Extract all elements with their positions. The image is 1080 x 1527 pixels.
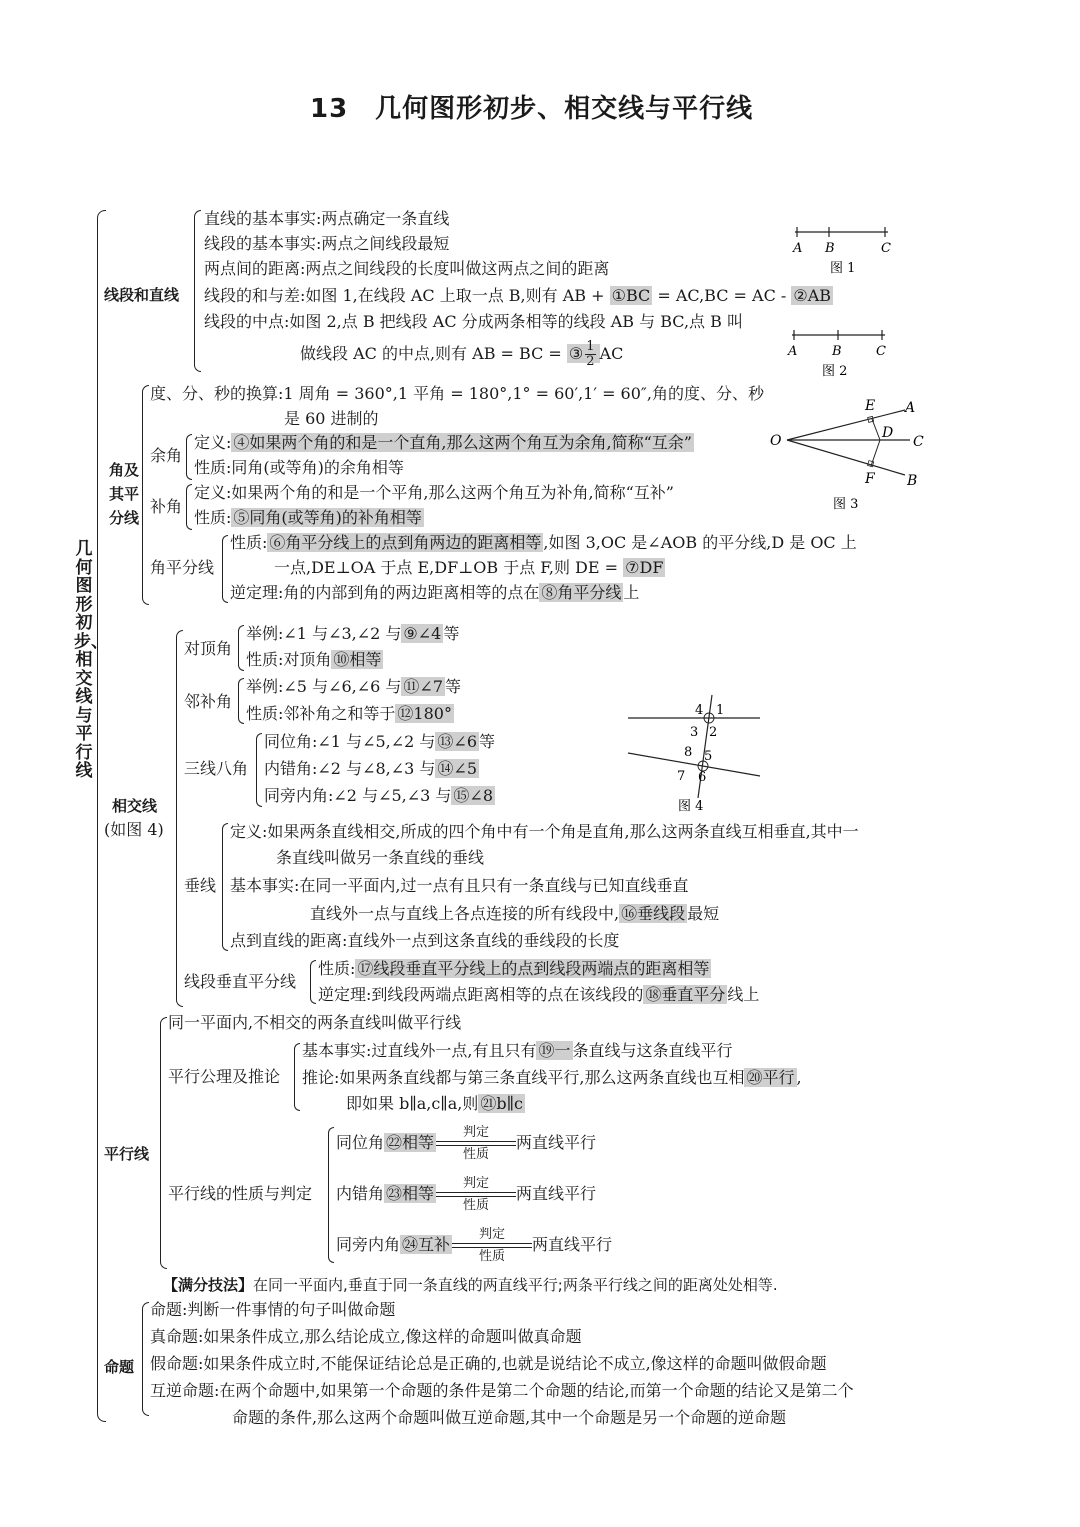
- row2-result: 两直线平行: [516, 1184, 597, 1203]
- bis-prop2-text: 一点,DE⊥OA 于点 E,DF⊥OB 于点 F,则 DE =: [274, 558, 624, 577]
- figure-1: [785, 222, 905, 282]
- aa-prop-text: 性质:邻补角之和等于: [246, 704, 396, 723]
- fig2-caption: 图 2: [822, 364, 848, 379]
- complementary-def: [194, 431, 694, 455]
- sec1-line6: [300, 340, 623, 369]
- judge-prop-arrow-3: [452, 1227, 532, 1264]
- section-label-parallel: 平行线: [104, 1145, 150, 1163]
- aa-ex-text: 举例:∠5 与∠6,∠6 与: [246, 677, 402, 696]
- fig1-label-a: A: [793, 241, 803, 256]
- fig4-n4: 4: [695, 703, 704, 718]
- tip-label: 【满分技法】: [163, 1276, 254, 1294]
- pb-conv-text: 逆定理:到线段两端点距离相等的点在该线段的: [318, 985, 644, 1004]
- prop-line2: 真命题:如果条件成立,那么结论成立,像这样的命题叫做真命题: [150, 1327, 582, 1346]
- answer-24: ㉔互补: [402, 1235, 451, 1254]
- parallel-axiom-label: 平行公理及推论: [168, 1067, 281, 1086]
- prop-line1: 命题:判断一件事情的句子叫做命题: [150, 1300, 396, 1319]
- perp-bisector-brace: [310, 960, 316, 1004]
- fig1-caption: 图 1: [830, 261, 856, 276]
- arrow1-judge: 判定: [463, 1125, 490, 1140]
- arrow2-prop: 性质: [463, 1198, 490, 1213]
- parallel-axiom-corollary: [302, 1066, 802, 1090]
- va-ex-text: 举例:∠1 与∠3,∠2 与: [246, 624, 402, 643]
- answer-1: ①BC: [611, 286, 651, 305]
- answer-21: ㉑b∥c: [480, 1094, 523, 1113]
- answer-14: ⑭∠5: [437, 759, 478, 778]
- section-label-propositions: 命题: [104, 1358, 135, 1376]
- pf2-text: 直线外一点与直线上各点连接的所有线段中,: [310, 904, 620, 923]
- answer-5: ⑤同角(或等角)的补角相等: [233, 508, 422, 527]
- answer-22: ㉒相等: [386, 1133, 435, 1152]
- three-lines-brace: [256, 733, 262, 807]
- sec1-line4: [204, 284, 833, 308]
- fig2-label-c: C: [876, 344, 886, 359]
- alternate-angles: [264, 757, 479, 781]
- root-brace: [97, 210, 106, 1422]
- answer-3: [567, 339, 600, 369]
- corresponding-angles: [264, 730, 495, 754]
- sec1-line4-text2: = AC,BC = AC -: [652, 286, 792, 305]
- supplementary-brace: [186, 484, 192, 530]
- figure-3: [765, 390, 935, 520]
- tip-text: 在同一平面内,垂直于同一条直线的两直线平行;两条平行线之间的距离处处相等.: [253, 1276, 778, 1294]
- perpendicular-label: 垂线: [184, 876, 217, 895]
- adjacent-angles-brace: [238, 678, 244, 724]
- supplementary-prop: [194, 506, 424, 530]
- pa-fact-text: 基本事实:过直线外一点,有且只有: [302, 1041, 537, 1060]
- fig3-label-d: D: [882, 425, 894, 441]
- fig2-label-b: B: [832, 344, 842, 359]
- ca-tail: 等: [479, 732, 496, 751]
- section-label-segments: 线段和直线: [104, 286, 180, 304]
- row2-label: 内错角: [336, 1184, 385, 1203]
- complementary-brace: [186, 434, 192, 480]
- answer-10: ⑩相等: [333, 650, 382, 669]
- parallel-axiom-fact: [302, 1039, 733, 1063]
- co-interior-angles: [264, 784, 495, 808]
- fig3-label-f: F: [865, 471, 875, 487]
- prop-line3: 假命题:如果条件成立时,不能保证结论总是正确的,也就是说结论不成立,像这样的命题叫做假命题: [150, 1354, 827, 1373]
- perpendicular-def-2: 条直线叫做另一条直线的垂线: [276, 848, 485, 867]
- sec3-brace: [176, 630, 183, 1007]
- answer-19: ⑲一: [538, 1041, 571, 1060]
- fig2-label-a: A: [788, 344, 798, 359]
- answer-4: ④如果两个角的和是一个直角,那么这两个角互为余角,简称“互余”: [233, 433, 692, 452]
- bisector-converse: [230, 581, 639, 605]
- perp-bisector-converse: [318, 983, 759, 1007]
- sec1-line4-text: 线段的和与差:如图 1,在线段 AC 上取一点 B,则有 AB +: [204, 286, 610, 305]
- sec2-line1: 度、分、秒的换算:1 周角 = 360°,1 平角 = 180°,1° = 60′,1′ = 60″,角的度、分、秒: [150, 384, 764, 403]
- sec1-line5: 线段的中点:如图 2,点 B 把线段 AC 分成两条相等的线段 AB 与 BC,点 B 叫: [204, 312, 743, 331]
- pa-cor-text: 推论:如果两条直线都与第三条直线平行,那么这两条直线也互相: [302, 1068, 745, 1087]
- fig3-caption: 图 3: [833, 497, 859, 512]
- sec1-line6-text: 做线段 AC 的中点,则有 AB = BC =: [300, 344, 567, 363]
- bisector-brace: [222, 535, 228, 603]
- parallel-def: 同一平面内,不相交的两条直线叫做平行线: [168, 1013, 462, 1032]
- bisector-label: 角平分线: [150, 558, 215, 577]
- perp-bisector-prop: [318, 957, 711, 981]
- tip-line: [163, 1274, 778, 1295]
- answer-7: ⑦DF: [625, 558, 664, 577]
- bis-prop-label: 性质:: [230, 533, 268, 552]
- fig3-label-c: C: [913, 434, 924, 450]
- sec1-line3: 两点间的距离:两点之间线段的长度叫做这两点之间的距离: [204, 259, 610, 278]
- figure-2: [780, 325, 900, 385]
- va-prop-text: 性质:对顶角: [246, 650, 332, 669]
- answer-17: ⑰线段垂直平分线上的点到线段两端点的距离相等: [357, 959, 710, 978]
- fig4-n2: 2: [709, 725, 718, 740]
- parallel-props-brace: [328, 1127, 334, 1263]
- fig3-label-a: A: [905, 400, 916, 416]
- answer-2: ②AB: [793, 286, 832, 305]
- bis-prop-rest: ,如图 3,OC 是∠AOB 的平分线,D 是 OC 上: [543, 533, 857, 552]
- bis-conv-tail: 上: [623, 583, 640, 602]
- frac-num: 1: [586, 339, 595, 354]
- vertical-angles-label: 对顶角: [184, 639, 233, 658]
- va-ex-tail: 等: [443, 624, 460, 643]
- sec2-brace: [142, 385, 149, 605]
- answer-11: ⑪∠7: [403, 677, 444, 696]
- prop-line5: 命题的条件,那么这两个命题叫做互逆命题,其中一个命题是另一个命题的逆命题: [232, 1408, 787, 1427]
- page-title: 13 几何图形初步、相交线与平行线: [310, 94, 754, 124]
- row1-label: 同位角: [336, 1133, 385, 1152]
- comp-def-label: 定义:: [194, 433, 232, 452]
- perpendicular-fact: 基本事实:在同一平面内,过一点有且只有一条直线与已知直线垂直: [230, 876, 689, 895]
- fig3-label-b: B: [907, 473, 918, 489]
- fig4-caption: 图 4: [678, 799, 704, 814]
- sec5-brace: [142, 1302, 149, 1416]
- answer-23: ㉓相等: [386, 1184, 435, 1203]
- prop-line4: 互逆命题:在两个命题中,如果第一个命题的条件是第二个命题的结论,而第一个命题的结论又是第二个: [150, 1381, 854, 1400]
- perp-bisector-label: 线段垂直平分线: [184, 972, 297, 991]
- fig1-label-b: B: [825, 241, 835, 256]
- sec4-brace: [160, 1017, 167, 1269]
- perpendicular-brace: [222, 823, 228, 951]
- fig4-n1: 1: [716, 703, 725, 718]
- section-label-intersecting: 相交线: [112, 797, 158, 815]
- pf2-tail: 最短: [687, 904, 720, 923]
- judge-prop-arrow-1: [436, 1125, 516, 1162]
- answer-6: ⑥角平分线上的点到角两边的距离相等: [269, 533, 542, 552]
- section-label-intersecting-note: (如图 4): [104, 820, 164, 839]
- sec2-line2: 是 60 进制的: [284, 409, 379, 428]
- fig1-label-c: C: [881, 241, 891, 256]
- vertical-angles-prop: [246, 648, 383, 672]
- adjacent-angles-label: 邻补角: [184, 692, 233, 711]
- sec1-brace: [194, 210, 201, 372]
- parallel-row-alternate: [336, 1176, 596, 1213]
- answer-20: ⑳平行: [746, 1068, 795, 1087]
- fig4-n7: 7: [677, 769, 686, 784]
- vertical-angles-ex: [246, 622, 459, 646]
- bisector-prop: [230, 531, 857, 555]
- fraction-half: [585, 340, 595, 369]
- parallel-axiom-brace: [294, 1043, 300, 1111]
- row3-label: 同旁内角: [336, 1235, 401, 1254]
- arrow1-prop: 性质: [463, 1147, 490, 1162]
- answer-3-num: ③: [568, 344, 584, 363]
- sec1-line6-ac: AC: [599, 344, 624, 363]
- supplementary-label: 补角: [150, 497, 183, 516]
- fig4-n3: 3: [690, 725, 699, 740]
- ci-text: 同旁内角:∠2 与∠5,∠3 与: [264, 786, 452, 805]
- vertical-angles-brace: [238, 625, 244, 671]
- arrow3-prop: 性质: [479, 1249, 506, 1264]
- ca-text: 同位角:∠1 与∠5,∠2 与: [264, 732, 436, 751]
- pa-cor-comma: ,: [796, 1068, 802, 1087]
- answer-8: ⑧角平分线: [541, 583, 622, 602]
- aa-ex-tail: 等: [445, 677, 462, 696]
- arrow2-judge: 判定: [463, 1176, 490, 1191]
- answer-15: ⑮∠8: [453, 786, 494, 805]
- fig4-n8: 8: [684, 745, 693, 760]
- fig3-label-e: E: [865, 398, 876, 414]
- parallel-axiom-example: [346, 1092, 525, 1116]
- parallel-row-cointerior: [336, 1227, 612, 1264]
- row1-result: 两直线平行: [516, 1133, 597, 1152]
- three-lines-label: 三线八角: [184, 759, 249, 778]
- judge-prop-arrow-2: [436, 1176, 516, 1213]
- complementary-prop: 性质:同角(或等角)的余角相等: [194, 458, 404, 477]
- parallel-props-label: 平行线的性质与判定: [168, 1184, 313, 1203]
- section-label-angles: 角及其平分线: [108, 461, 139, 527]
- answer-12: ⑫180°: [397, 704, 452, 723]
- row3-result: 两直线平行: [532, 1235, 613, 1254]
- supplementary-def: 定义:如果两个角的和是一个平角,那么这两个角互为补角,简称“互补”: [194, 483, 674, 502]
- adjacent-angles-ex: [246, 675, 461, 699]
- point-line-distance: 点到直线的距离:直线外一点到这条直线的垂线段的长度: [230, 931, 620, 950]
- supp-prop-label: 性质:: [194, 508, 232, 527]
- answer-9: ⑨∠4: [403, 624, 442, 643]
- answer-13: ⑬∠6: [437, 732, 478, 751]
- pb-conv-tail: 线上: [727, 985, 760, 1004]
- complementary-label: 余角: [150, 446, 183, 465]
- fig3-label-o: O: [770, 433, 782, 449]
- bis-conv-text: 逆定理:角的内部到角的两边距离相等的点在: [230, 583, 540, 602]
- answer-16: ⑯垂线段: [621, 904, 686, 923]
- sec1-line1: 直线的基本事实:两点确定一条直线: [204, 209, 450, 228]
- fig4-n5: 5: [704, 749, 713, 764]
- parallel-row-corresponding: [336, 1125, 596, 1162]
- fig4-n6: 6: [698, 770, 707, 785]
- pa-ex-text: 即如果 b∥a,c∥a,则: [346, 1094, 479, 1113]
- pa-fact-tail: 条直线与这条直线平行: [572, 1041, 733, 1060]
- arrow3-judge: 判定: [479, 1227, 506, 1242]
- pb-prop-label: 性质:: [318, 959, 356, 978]
- root-label: 几何图形初步、相交线与平行线: [74, 539, 108, 781]
- frac-den: 2: [586, 354, 595, 369]
- bisector-prop-2: [274, 556, 665, 580]
- alt-text: 内错角:∠2 与∠8,∠3 与: [264, 759, 436, 778]
- sec1-line2: 线段的基本事实:两点之间线段最短: [204, 234, 450, 253]
- perpendicular-def: 定义:如果两条直线相交,所成的四个角中有一个角是直角,那么这两条直线互相垂直,其中一: [230, 822, 859, 841]
- adjacent-angles-prop: [246, 702, 454, 726]
- perpendicular-fact-2: [310, 902, 719, 926]
- figure-4: [620, 690, 770, 820]
- answer-18: ⑱垂直平分: [645, 985, 726, 1004]
